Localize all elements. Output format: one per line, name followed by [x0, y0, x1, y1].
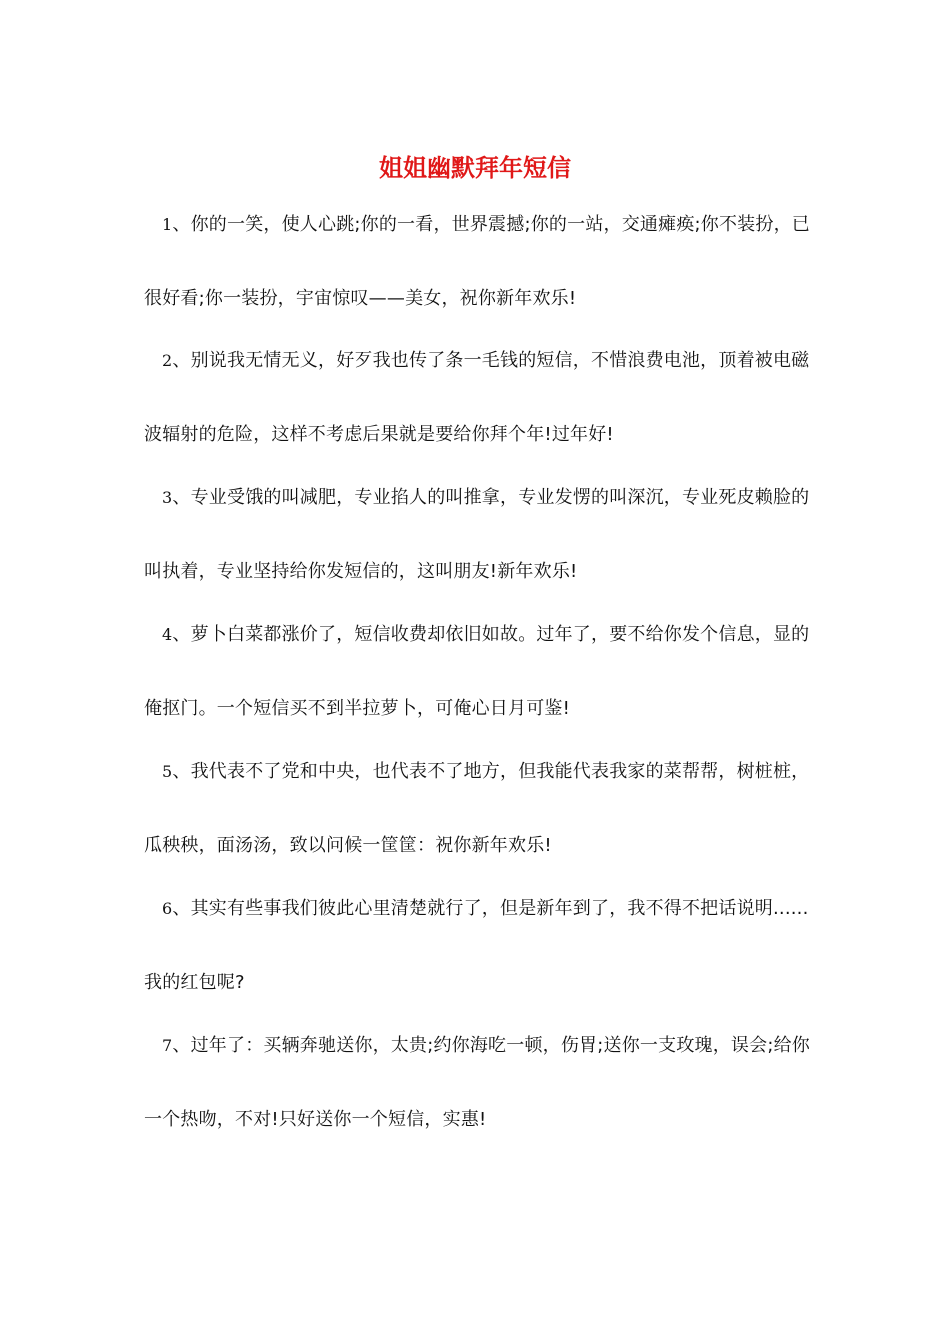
- item-text: 、过年了：买辆奔驰送你，太贵;约你海吃一顿，伤胃;送你一支玫瑰，误会;给你一个热吻，不对!只好送你一个短信，实惠!: [144, 1035, 810, 1130]
- message-item-4: [144, 598, 812, 746]
- message-item-2: [144, 324, 812, 472]
- message-item-1: [144, 188, 812, 336]
- message-item-6: [144, 872, 812, 1020]
- message-item-3: [144, 461, 812, 609]
- item-text: 、专业受饿的叫减肥，专业掐人的叫推拿，专业发愣的叫深沉，专业死皮赖脸的叫执着，专业坚持给你发短信的，这叫朋友!新年欢乐!: [144, 487, 810, 582]
- item-number: 7: [162, 1036, 173, 1055]
- item-text: 、我代表不了党和中央，也代表不了地方，但我能代表我家的菜帮帮，树桩桩，瓜秧秧，面汤汤，致以问候一筐筐：祝你新年欢乐!: [144, 761, 810, 856]
- item-number: 2: [162, 351, 173, 370]
- item-number: 3: [162, 488, 173, 507]
- item-text: 、萝卜白菜都涨价了，短信收费却依旧如故。过年了，要不给你发个信息，显的俺抠门。一个短信买不到半拉萝卜，可俺心日月可鉴!: [144, 624, 810, 719]
- document-title: 姐姐幽默拜年短信: [379, 153, 571, 182]
- item-number: 4: [162, 625, 173, 644]
- message-item-5: [144, 735, 812, 883]
- item-number: 6: [162, 899, 173, 918]
- message-item-7: [144, 1009, 812, 1157]
- item-text: 、你的一笑，使人心跳;你的一看，世界震撼;你的一站，交通瘫痪;你不装扮，已很好看;你一装扮，宇宙惊叹——美女，祝你新年欢乐!: [144, 214, 810, 309]
- item-number: 5: [162, 762, 173, 781]
- item-text: 、别说我无情无义，好歹我也传了条一毛钱的短信，不惜浪费电池，顶着被电磁波辐射的危险，这样不考虑后果就是要给你拜个年!过年好!: [144, 350, 810, 445]
- item-number: 1: [162, 215, 173, 234]
- item-text: 、其实有些事我们彼此心里清楚就行了，但是新年到了，我不得不把话说明......我的红包呢?: [144, 898, 809, 993]
